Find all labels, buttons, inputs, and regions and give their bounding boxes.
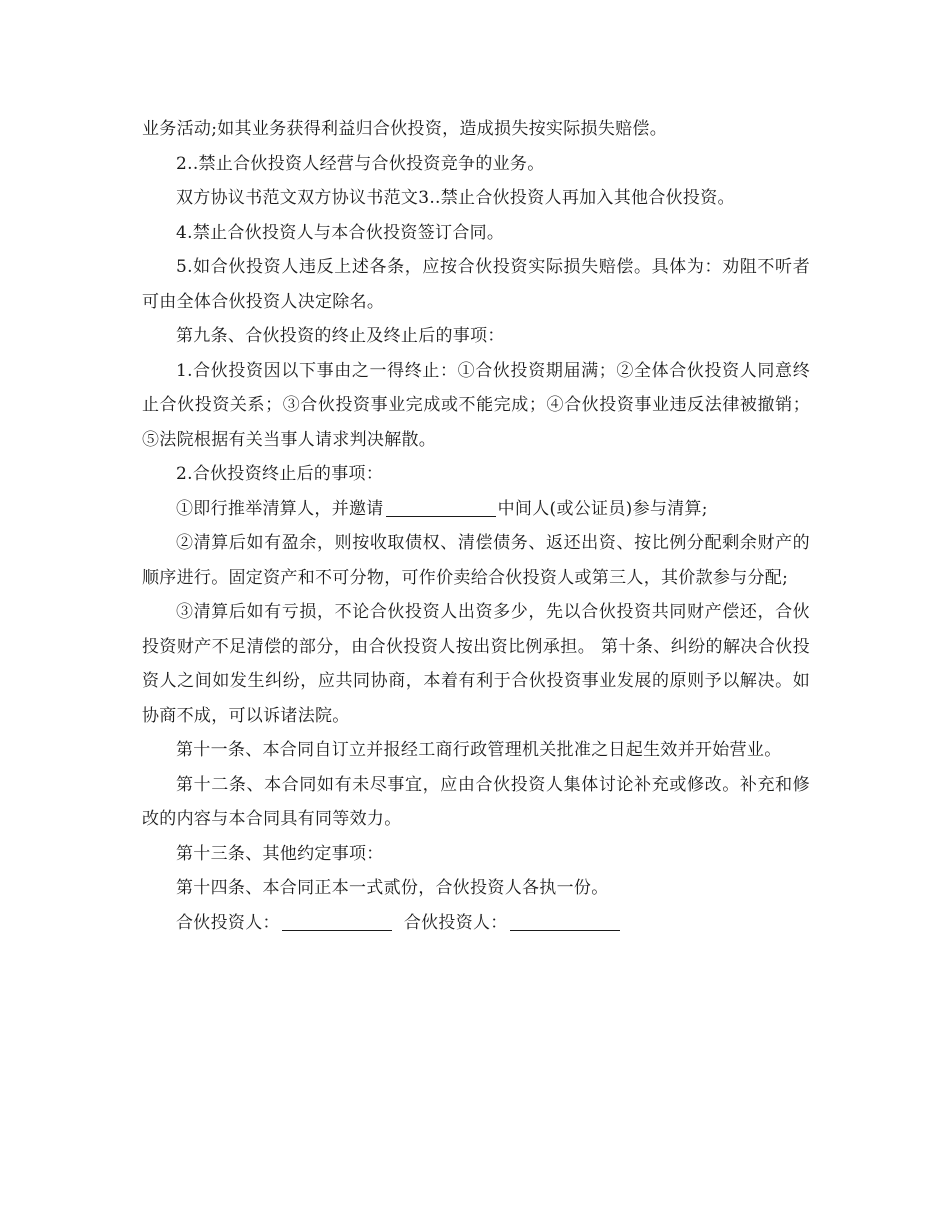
paragraph-item-4: 4.禁止合伙投资人与本合伙投资签订合同。 xyxy=(176,222,505,243)
clearing-blank-line xyxy=(386,499,496,517)
signature-label-1: 合伙投资人： xyxy=(176,912,280,933)
article-13: 第十三条、其他约定事项： xyxy=(176,843,384,864)
article-11: 第十一条、本合同自订立并报经工商行政管理机关批准之日起生效并开始营业。 xyxy=(176,740,782,760)
deficit-paragraph: ③清算后如有亏损，不论合伙投资人出资多少，先以合伙投资共同财产偿还，合伙投资财产不足清偿的部分，由合伙投资人按出资比例承担。 第十条、纠纷的解决合伙投资人之间如发生纠纷，应共同协商，本着有利于合伙投资事业发展的原则予以解决。如协商不成，可以诉诸法院。 xyxy=(142,602,810,726)
paragraph-item-2: 2..禁止合伙投资人经营与合伙投资竞争的业务。 xyxy=(176,153,545,174)
article-12: 第十二条、本合同如有未尽事宜，应由合伙投资人集体讨论补充或修改。补充和修改的内容与本合同具有同等效力。 xyxy=(142,774,810,829)
clearing-prefix: ①即行推举清算人，并邀请 xyxy=(176,498,384,519)
clearing-suffix: 中间人(或公证员)参与清算; xyxy=(497,498,708,519)
termination-matters-heading: 2.合伙投资终止后的事项： xyxy=(176,464,384,484)
signature-label-2: 合伙投资人： xyxy=(403,912,508,933)
paragraph-continuation: 业务活动;如其业务获得利益归合伙投资，造成损失按实际损失赔偿。 xyxy=(142,119,668,139)
surplus-paragraph: ②清算后如有盈余，则按收取债权、清偿债务、返还出资、按比例分配剩余财产的顺序进行。固定资产和不可分物，可作价卖给合伙投资人或第三人，其价款参与分配; xyxy=(142,533,810,588)
document-body xyxy=(142,112,810,940)
clearing-paragraph xyxy=(142,492,810,527)
signature-line xyxy=(142,906,810,941)
paragraph-item-3: 双方协议书范文双方协议书范文3..禁止合伙投资人再加入其他合伙投资。 xyxy=(176,188,735,208)
article-9-heading: 第九条、合伙投资的终止及终止后的事项： xyxy=(176,326,505,346)
signature-blank-2 xyxy=(510,913,620,931)
article-14: 第十四条、本合同正本一式贰份，合伙投资人各执一份。 xyxy=(176,878,609,898)
signature-blank-1 xyxy=(282,913,392,931)
termination-causes: 1.合伙投资因以下事由之一得终止：①合伙投资期届满；②全体合伙投资人同意终止合伙投资关系；③合伙投资事业完成或不能完成；④合伙投资事业违反法律被撤销；⑤法院根据有关当事人请求判决解散。 xyxy=(142,360,810,450)
paragraph-item-5: 5.如合伙投资人违反上述各条，应按合伙投资实际损失赔偿。具体为：劝阻不听者可由全体合伙投资人决定除名。 xyxy=(142,257,810,312)
